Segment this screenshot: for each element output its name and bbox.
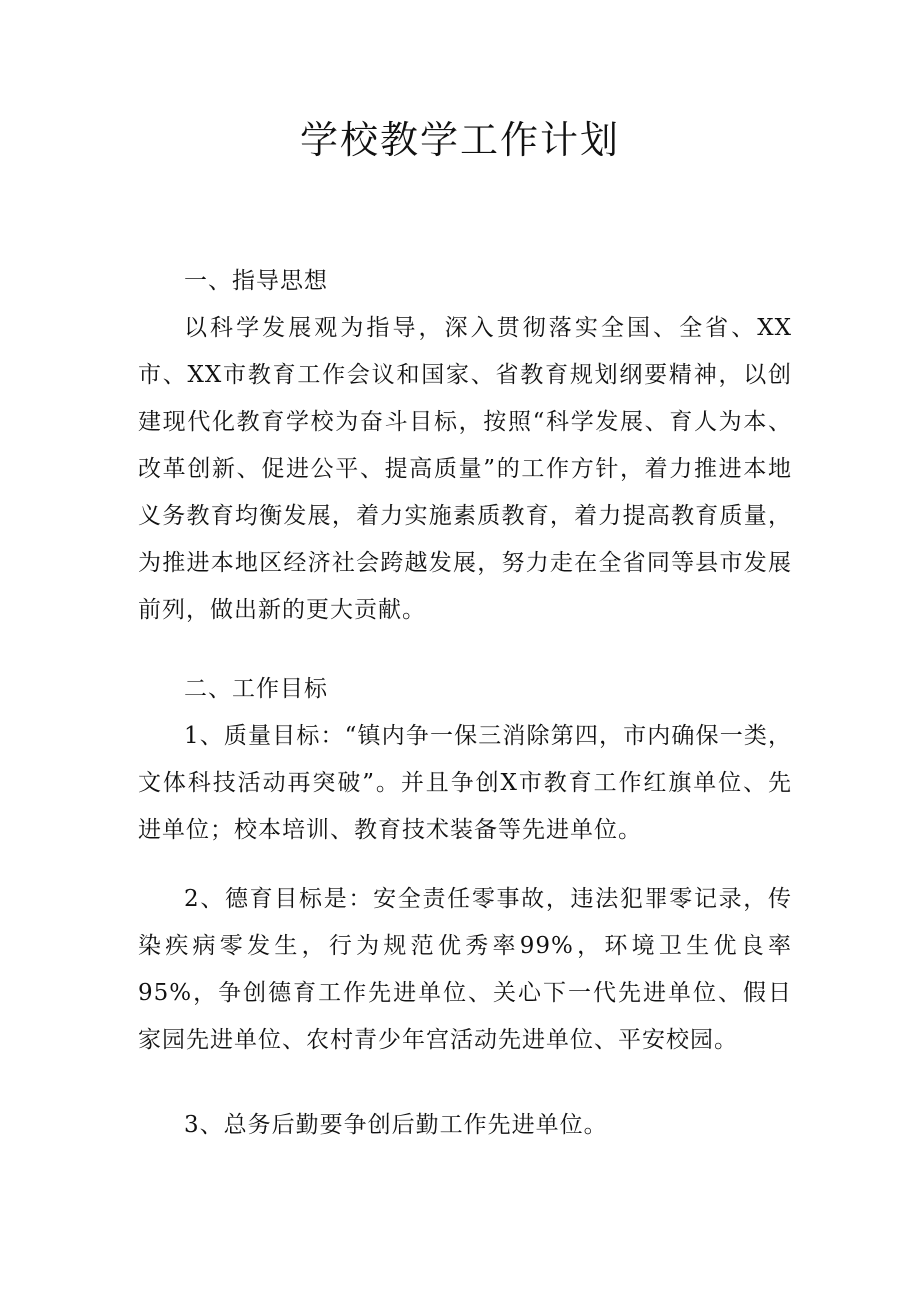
paragraph-guiding-ideology: 以科学发展观为指导，深入贯彻落实全国、全省、XX市、XX市教育工作会议和国家、省教育规划纲要精神，以创建现代化教育学校为奋斗目标，按照“科学发展、育人为本、改革创新、促进公平、提高质量”的工作方针，着力推进本地义务教育均衡发展，着力实施素质教育，着力提高教育质量，为推进本地区经济社会跨越发展，努力走在全省同等县市发展前列，做出新的更大贡献。 xyxy=(138,315,792,623)
paragraph-moral-education-goal: 2、德育目标是：安全责任零事故，违法犯罪零记录，传染疾病零发生，行为规范优秀率99%，环境卫生优良率95%，争创德育工作先进单位、关心下一代先进单位、假日家园先进单位、农村青少年宫活动先进单位、平安校园。 xyxy=(138,886,792,1053)
spacer xyxy=(138,854,792,876)
document-body xyxy=(138,258,792,1149)
paragraph-logistics-goal: 3、总务后勤要争创后勤工作先进单位。 xyxy=(184,1112,608,1138)
section-heading-guiding-ideology: 一、指导思想 xyxy=(184,268,328,294)
spacer xyxy=(138,1064,792,1102)
section-heading-work-goals: 二、工作目标 xyxy=(184,676,328,702)
spacer xyxy=(138,634,792,666)
document-title: 学校教学工作计划 xyxy=(299,118,620,162)
paragraph-quality-goal: 1、质量目标：“镇内争一保三消除第四，市内确保一类，文体科技活动再突破”。并且争创X市教育工作红旗单位、先进单位；校本培训、教育技术装备等先进单位。 xyxy=(138,723,792,843)
